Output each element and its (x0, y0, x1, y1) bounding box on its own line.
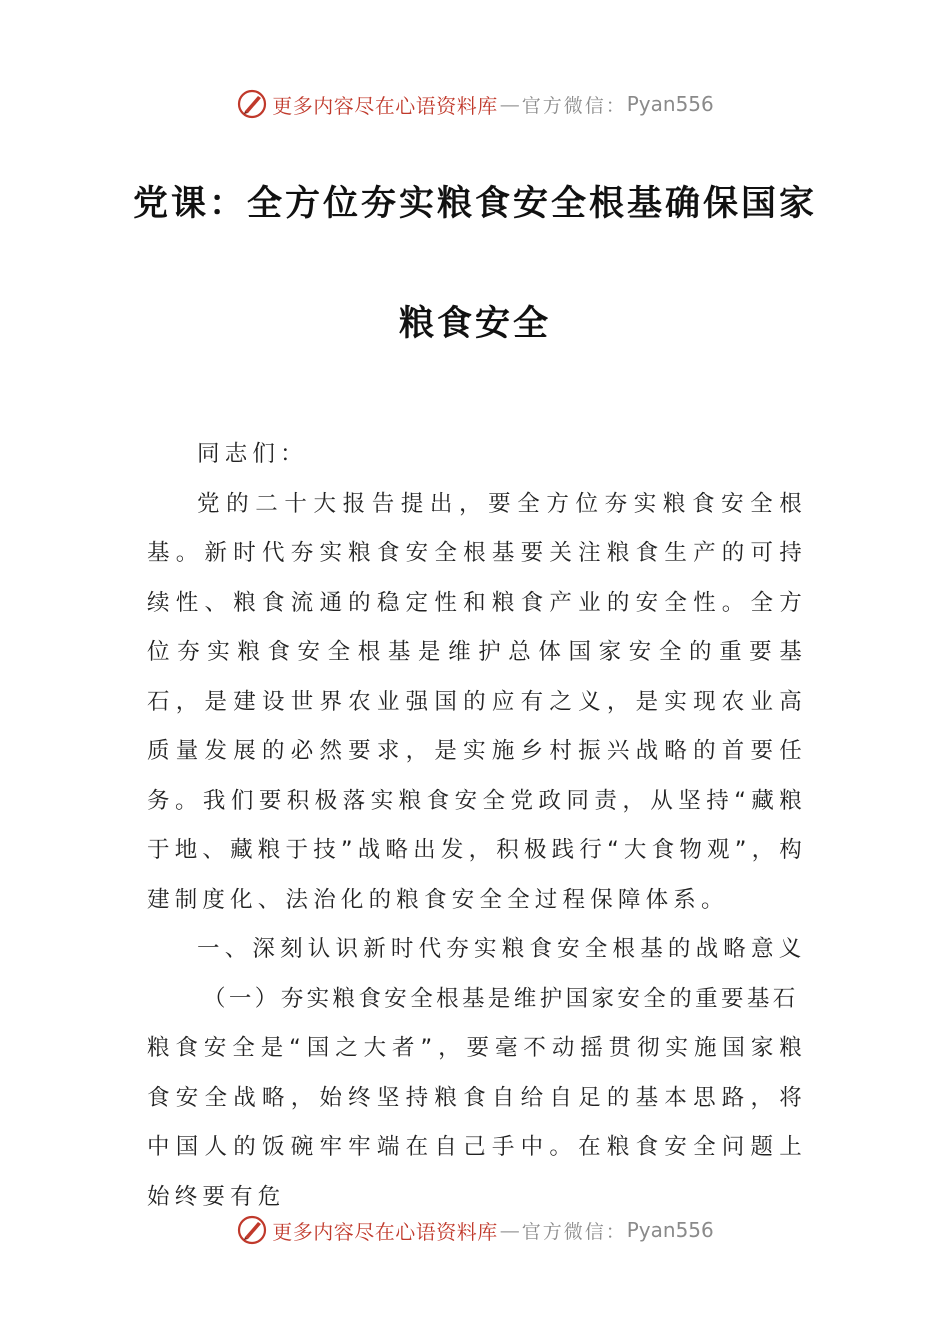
banner-wechat-label: 官方微信： (521, 1220, 627, 1243)
document-title-line-2: 粮食安全 (398, 304, 551, 344)
banner-promo-text: 更多内容尽在心语资料库 (272, 1219, 498, 1244)
banner-wechat-label: 官方微信： (521, 94, 627, 117)
footer-banner (0, 1210, 950, 1250)
pen-circle-logo-icon (236, 88, 268, 120)
header-banner (0, 84, 950, 124)
banner-dash: — (499, 1218, 520, 1242)
banner-promo-text: 更多内容尽在心语资料库 (272, 93, 498, 118)
body-paragraph: 党的二十大报告提出，要全方位夯实粮食安全根基。新时代夯实粮食安全根基要关注粮食生产的可持续性、粮食流通的稳定性和粮食产业的安全性。全方位夯实粮食安全根基是维护总体国家安全的重要基石，是建设世界农业强国的应有之义，是实现农业高质量发展的必然要求，是实施乡村振兴战略的首要任务。我们要积极落实粮食安全党政同责，从坚持“藏粮于地、藏粮于技”战略出发，积极践行“大食物观”，构建制度化、法治化的粮食安全全过程保障体系。 (147, 490, 807, 913)
banner-dash: — (499, 92, 520, 116)
pen-circle-logo-icon (236, 1214, 268, 1246)
document-title-line-1: 党课：全方位夯实粮食安全根基确保国家 (132, 184, 817, 224)
section-heading: 一、深刻认识新时代夯实粮食安全根基的战略意义 (197, 936, 807, 962)
salutation: 同志们： (197, 441, 308, 467)
banner-wechat-id: Pyan556 (626, 92, 714, 116)
banner-wechat-id: Pyan556 (626, 1218, 714, 1242)
body-paragraph: 粮食安全是“国之大者”，要毫不动摇贯彻实施国家粮食安全战略，始终坚持粮食自给自足的基本思路，将中国人的饭碗牢牢端在自己手中。在粮食安全问题上始终要有危 (147, 1035, 807, 1210)
document-body (147, 430, 807, 1222)
subsection-heading: （一）夯实粮食安全根基是维护国家安全的重要基石 (203, 985, 799, 1012)
